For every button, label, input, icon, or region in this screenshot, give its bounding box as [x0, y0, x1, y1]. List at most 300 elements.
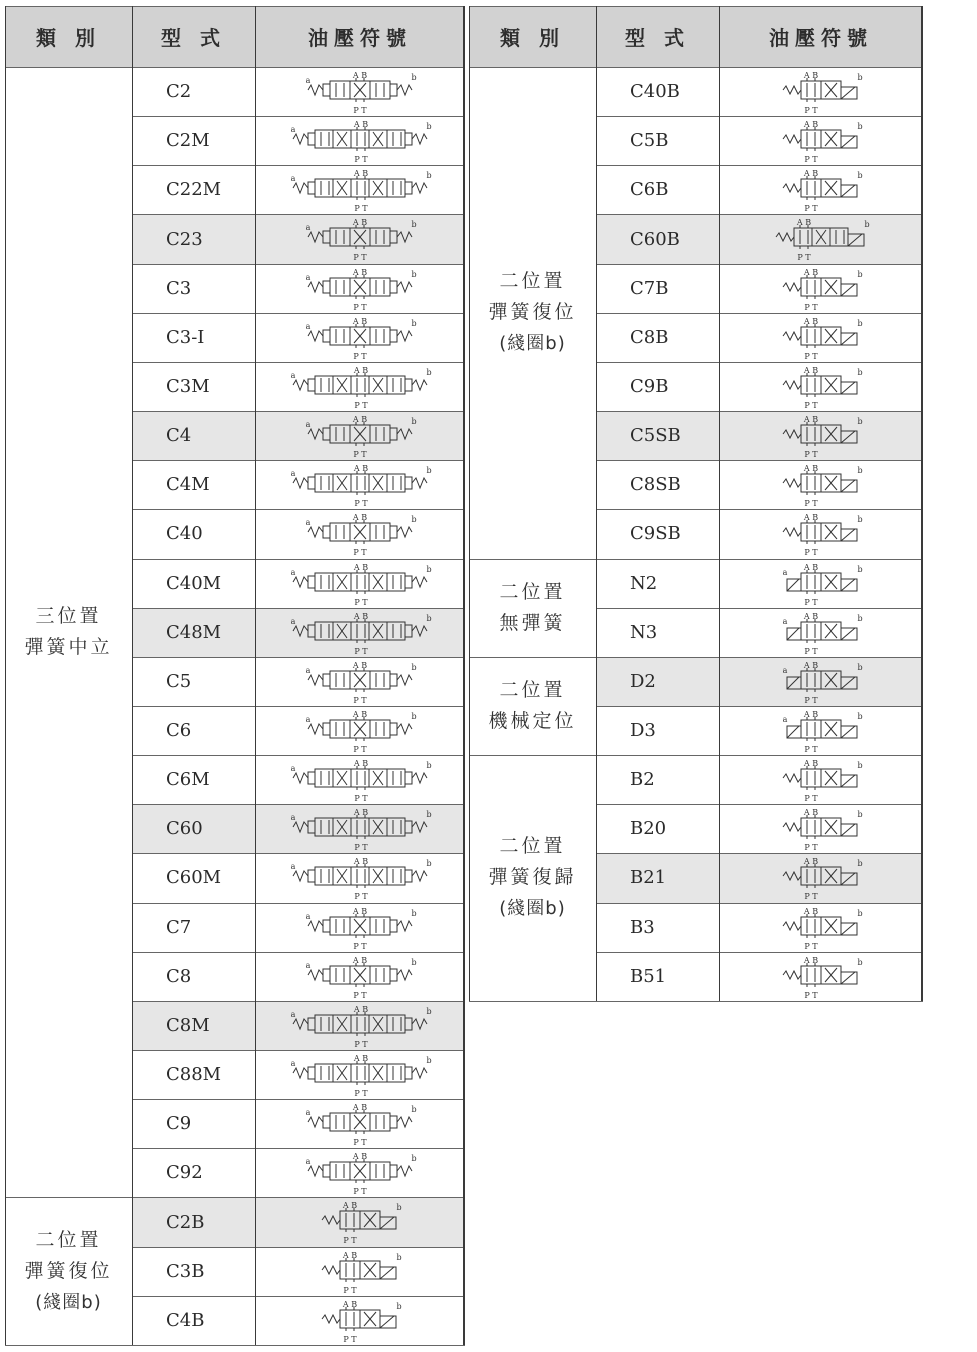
hydraulic-symbol-graphic	[285, 1102, 435, 1146]
category-label-line: (綫圈b)	[35, 1291, 102, 1313]
solenoid-a-label: a	[305, 1157, 311, 1167]
solenoid-b-label: b	[857, 761, 863, 771]
valve-symbol	[746, 316, 896, 360]
header-rule	[469, 67, 923, 68]
model-code: C8B	[630, 326, 669, 348]
port-label-ab: A B	[352, 906, 368, 916]
table-right-border	[921, 6, 923, 1001]
solenoid-a-label: a	[290, 567, 296, 577]
port-label-ab: A B	[342, 1250, 358, 1260]
port-label-ab: A B	[803, 759, 819, 769]
valve-symbol	[746, 463, 896, 507]
category-label-line: 二位置	[499, 270, 566, 293]
port-label-pt: P T	[804, 843, 818, 852]
category-label-line: 二位置	[499, 835, 566, 858]
port-label-ab: A B	[803, 808, 819, 818]
solenoid-b-label: b	[857, 417, 863, 427]
port-label-pt: P T	[354, 1039, 368, 1048]
valve-symbol	[746, 562, 896, 606]
solenoid-b-label: b	[426, 810, 432, 820]
valve-symbol	[746, 70, 896, 114]
valve-symbol	[285, 856, 435, 900]
row-rule	[132, 903, 465, 904]
group-rule	[5, 1345, 465, 1346]
valve-symbol	[285, 217, 435, 261]
port-label-pt: P T	[354, 1089, 368, 1097]
solenoid-b-label: b	[426, 613, 432, 623]
hydraulic-symbol-graphic	[746, 267, 896, 311]
category-label-line: 三位置	[35, 605, 102, 628]
valve-symbol	[285, 1004, 435, 1048]
port-label-ab: A B	[803, 464, 819, 474]
port-label-pt: P T	[354, 843, 368, 852]
column-divider	[132, 6, 133, 1345]
solenoid-b-label: b	[857, 810, 863, 820]
model-code: N2	[630, 572, 658, 594]
port-label-pt: P T	[354, 499, 368, 508]
row-rule	[132, 755, 465, 756]
solenoid-a-label: a	[305, 714, 311, 724]
solenoid-b-label: b	[857, 564, 863, 574]
header-symbol: 油壓符號	[308, 26, 412, 50]
solenoid-a-label: a	[290, 813, 296, 823]
solenoid-b-label: b	[411, 1105, 417, 1115]
port-label-pt: P T	[804, 646, 818, 655]
valve-symbol	[285, 168, 435, 212]
model-code: N3	[630, 621, 658, 643]
port-label-ab: A B	[353, 464, 369, 474]
model-code: B20	[630, 818, 667, 840]
model-code: C6	[166, 720, 192, 741]
model-code: C4M	[166, 474, 210, 496]
category-label-line: 無彈簧	[499, 611, 566, 634]
valve-symbol	[285, 70, 435, 114]
port-label-pt: P T	[354, 155, 368, 164]
solenoid-b-label: b	[411, 220, 417, 230]
header-model: 型 式	[161, 26, 226, 50]
row-rule	[596, 608, 923, 609]
hydraulic-symbol-graphic	[285, 906, 435, 950]
model-code: C8SB	[630, 474, 681, 496]
row-rule	[132, 1148, 465, 1149]
port-label-ab: A B	[803, 906, 819, 916]
port-label-pt: P T	[343, 1236, 357, 1245]
solenoid-a-label: a	[782, 665, 788, 675]
port-label-ab: A B	[352, 660, 368, 670]
hydraulic-symbol-graphic	[285, 1299, 435, 1343]
hydraulic-symbol-graphic	[746, 119, 896, 163]
solenoid-a-label: a	[305, 321, 311, 331]
hydraulic-symbol-graphic	[285, 660, 435, 704]
hydraulic-symbol-graphic	[746, 365, 896, 409]
table-right-border	[463, 6, 465, 1345]
valve-symbol	[285, 1102, 435, 1146]
model-code: C40M	[166, 572, 222, 594]
port-label-ab: A B	[353, 562, 369, 572]
solenoid-b-label: b	[857, 269, 863, 279]
category-cell	[469, 67, 596, 559]
port-label-ab: A B	[803, 709, 819, 719]
model-code: C23	[166, 228, 203, 250]
port-label-pt: P T	[797, 253, 811, 262]
solenoid-a-label: a	[305, 272, 311, 282]
model-code: C92	[166, 1162, 203, 1184]
port-label-pt: P T	[354, 204, 368, 213]
port-label-ab: A B	[353, 1004, 369, 1014]
valve-symbol	[746, 512, 896, 556]
port-label-ab: A B	[803, 857, 819, 867]
solenoid-b-label: b	[857, 859, 863, 869]
category-cell	[5, 67, 132, 1197]
header-symbol: 油壓符號	[769, 26, 873, 50]
row-rule	[132, 952, 465, 953]
model-code: C40B	[630, 81, 680, 103]
port-label-pt: P T	[804, 351, 818, 360]
solenoid-a-label: a	[290, 764, 296, 774]
port-label-ab: A B	[796, 218, 812, 228]
port-label-pt: P T	[354, 646, 368, 655]
header-category: 類 別	[36, 26, 101, 50]
row-rule	[132, 116, 465, 117]
port-label-pt: P T	[354, 892, 368, 901]
table-left-border	[5, 6, 6, 1345]
solenoid-a-label: a	[305, 960, 311, 970]
valve-symbol	[746, 955, 896, 999]
model-code: C60	[166, 818, 203, 840]
hydraulic-symbol-graphic	[746, 316, 896, 360]
solenoid-b-label: b	[857, 908, 863, 918]
solenoid-b-label: b	[426, 466, 432, 476]
solenoid-b-label: b	[411, 908, 417, 918]
model-code: C8M	[166, 1014, 210, 1036]
hydraulic-symbol-graphic	[746, 562, 896, 606]
solenoid-b-label: b	[396, 1203, 402, 1213]
port-label-pt: P T	[353, 744, 367, 753]
port-label-ab: A B	[803, 267, 819, 277]
model-code: B21	[630, 867, 667, 889]
solenoid-a-label: a	[305, 665, 311, 675]
port-label-ab: A B	[803, 955, 819, 965]
model-code: C3-I	[166, 326, 205, 348]
row-rule	[132, 1050, 465, 1051]
port-label-pt: P T	[804, 204, 818, 213]
hydraulic-symbol-graphic	[285, 70, 435, 114]
model-code: C9	[166, 1113, 192, 1135]
model-code: C8	[166, 965, 192, 987]
port-label-pt: P T	[353, 106, 367, 114]
category-label-line: 二位置	[499, 678, 566, 701]
model-code: B3	[630, 916, 655, 938]
hydraulic-symbol-graphic	[285, 463, 435, 507]
hydraulic-symbol-graphic	[746, 217, 896, 261]
port-label-ab: A B	[353, 365, 369, 375]
port-label-pt: P T	[353, 450, 367, 459]
hydraulic-symbol-graphic	[746, 955, 896, 999]
row-rule	[132, 509, 465, 510]
model-code: C60B	[630, 228, 680, 250]
row-rule	[132, 1247, 465, 1248]
hydraulic-symbol-graphic	[285, 807, 435, 851]
port-label-ab: A B	[803, 513, 819, 523]
port-label-ab: A B	[803, 71, 819, 80]
row-rule	[596, 116, 923, 117]
hydraulic-symbol-graphic	[746, 611, 896, 655]
solenoid-b-label: b	[864, 220, 870, 230]
hydraulic-symbol-graphic	[746, 463, 896, 507]
solenoid-b-label: b	[426, 1056, 432, 1065]
valve-symbol	[285, 807, 435, 851]
port-label-ab: A B	[352, 1103, 368, 1113]
row-rule	[132, 559, 465, 560]
solenoid-b-label: b	[426, 122, 432, 132]
solenoid-b-label: b	[857, 711, 863, 721]
model-code: C22M	[166, 179, 222, 201]
valve-symbol	[285, 1299, 435, 1343]
solenoid-a-label: a	[305, 76, 311, 85]
solenoid-b-label: b	[857, 367, 863, 377]
category-cell	[5, 1197, 132, 1344]
port-label-ab: A B	[353, 808, 369, 818]
solenoid-a-label: a	[305, 1108, 311, 1118]
row-rule	[596, 165, 923, 166]
port-label-ab: A B	[352, 513, 368, 523]
model-code: C7	[166, 916, 192, 938]
row-rule	[596, 706, 923, 707]
solenoid-b-label: b	[426, 859, 432, 869]
port-label-ab: A B	[353, 857, 369, 867]
row-rule	[132, 804, 465, 805]
hydraulic-symbol-graphic	[746, 758, 896, 802]
solenoid-b-label: b	[426, 761, 432, 771]
row-rule	[132, 608, 465, 609]
solenoid-a-label: a	[290, 469, 296, 479]
model-code: B51	[630, 965, 667, 987]
port-label-pt: P T	[343, 1285, 357, 1294]
model-code: C6B	[630, 179, 669, 201]
group-rule	[5, 1197, 465, 1198]
port-label-ab: A B	[803, 562, 819, 572]
valve-symbol	[285, 365, 435, 409]
category-label-line: 彈簧復位	[24, 1259, 113, 1282]
column-divider	[596, 6, 597, 1001]
model-code: C40	[166, 523, 203, 545]
valve-symbol	[746, 906, 896, 950]
port-label-pt: P T	[353, 1138, 367, 1147]
solenoid-a-label: a	[305, 420, 311, 430]
row-rule	[596, 903, 923, 904]
model-code: C2M	[166, 130, 210, 152]
row-rule	[596, 509, 923, 510]
row-rule	[132, 165, 465, 166]
category-label-line: 二位置	[499, 580, 566, 603]
hydraulic-symbol-graphic	[746, 856, 896, 900]
hydraulic-symbol-graphic	[285, 758, 435, 802]
row-rule	[596, 264, 923, 265]
row-rule	[132, 313, 465, 314]
solenoid-a-label: a	[290, 174, 296, 184]
solenoid-b-label: b	[857, 662, 863, 672]
valve-symbol	[746, 660, 896, 704]
category-cell	[469, 755, 596, 1001]
hydraulic-symbol-graphic	[746, 512, 896, 556]
port-label-pt: P T	[804, 302, 818, 311]
solenoid-a-label: a	[290, 616, 296, 626]
valve-symbol	[746, 217, 896, 261]
hydraulic-symbol-graphic	[285, 1200, 435, 1244]
row-rule	[132, 657, 465, 658]
model-code: C9SB	[630, 523, 681, 545]
port-label-ab: A B	[353, 759, 369, 769]
row-rule	[596, 952, 923, 953]
solenoid-a-label: a	[290, 125, 296, 135]
port-label-pt: P T	[804, 744, 818, 753]
solenoid-b-label: b	[411, 515, 417, 525]
left-valve-table	[5, 6, 465, 1345]
solenoid-b-label: b	[857, 957, 863, 967]
port-label-ab: A B	[353, 120, 369, 130]
solenoid-b-label: b	[396, 1301, 402, 1311]
solenoid-b-label: b	[411, 417, 417, 427]
hydraulic-symbol-graphic	[285, 1250, 435, 1294]
hydraulic-symbol-graphic	[746, 906, 896, 950]
valve-symbol	[746, 807, 896, 851]
solenoid-b-label: b	[411, 957, 417, 967]
valve-symbol	[285, 414, 435, 458]
model-code: C5	[166, 670, 192, 692]
valve-symbol	[285, 906, 435, 950]
model-code: C2B	[166, 1211, 205, 1233]
port-label-ab: A B	[803, 660, 819, 670]
row-rule	[132, 1296, 465, 1297]
port-label-pt: P T	[353, 695, 367, 704]
port-label-ab: A B	[352, 71, 368, 80]
solenoid-a-label: a	[290, 1059, 296, 1068]
port-label-pt: P T	[354, 597, 368, 606]
port-label-pt: P T	[804, 695, 818, 704]
table-left-border	[469, 6, 470, 1001]
hydraulic-symbol-graphic	[285, 512, 435, 556]
hydraulic-symbol-graphic	[746, 414, 896, 458]
valve-symbol	[746, 365, 896, 409]
valve-symbol	[285, 955, 435, 999]
hydraulic-symbol-graphic	[285, 1053, 435, 1097]
group-rule	[469, 657, 923, 658]
category-label-line: 機械定位	[488, 709, 577, 732]
port-label-ab: A B	[342, 1299, 358, 1309]
hydraulic-symbol-graphic	[285, 709, 435, 753]
solenoid-b-label: b	[411, 73, 417, 82]
solenoid-a-label: a	[305, 911, 311, 921]
valve-symbol	[746, 119, 896, 163]
port-label-ab: A B	[803, 120, 819, 130]
hydraulic-symbol-graphic	[285, 955, 435, 999]
port-label-pt: P T	[804, 450, 818, 459]
row-rule	[132, 460, 465, 461]
solenoid-b-label: b	[426, 1006, 432, 1016]
solenoid-b-label: b	[426, 367, 432, 377]
row-rule	[132, 214, 465, 215]
row-rule	[596, 804, 923, 805]
solenoid-b-label: b	[857, 122, 863, 132]
table-top-rule	[469, 6, 923, 7]
hydraulic-symbol-graphic	[285, 119, 435, 163]
category-label-line: 彈簧中立	[24, 636, 113, 659]
solenoid-a-label: a	[290, 370, 296, 380]
port-label-pt: P T	[354, 400, 368, 409]
category-label-line: 二位置	[35, 1228, 102, 1251]
valve-symbol	[285, 1250, 435, 1294]
header-model: 型 式	[625, 26, 690, 50]
valve-symbol	[746, 168, 896, 212]
solenoid-a-label: a	[290, 1009, 296, 1019]
hydraulic-symbol-graphic	[746, 709, 896, 753]
solenoid-b-label: b	[396, 1252, 402, 1262]
solenoid-b-label: b	[411, 318, 417, 328]
hydraulic-symbol-graphic	[746, 70, 896, 114]
port-label-pt: P T	[353, 1187, 367, 1196]
model-code: C7B	[630, 277, 669, 299]
model-code: C9B	[630, 375, 669, 397]
port-label-pt: P T	[354, 794, 368, 803]
row-rule	[596, 411, 923, 412]
port-label-pt: P T	[804, 155, 818, 164]
valve-symbol	[285, 119, 435, 163]
model-code: C2	[166, 81, 192, 103]
solenoid-b-label: b	[426, 171, 432, 181]
port-label-pt: P T	[353, 548, 367, 557]
category-label-line: 彈簧復位	[488, 301, 577, 324]
port-label-ab: A B	[352, 1152, 368, 1162]
port-label-pt: P T	[353, 990, 367, 999]
group-rule	[469, 755, 923, 756]
valve-symbol	[285, 758, 435, 802]
valve-symbol	[285, 1200, 435, 1244]
port-label-ab: A B	[803, 316, 819, 326]
row-rule	[596, 460, 923, 461]
model-code: C5B	[630, 130, 669, 152]
column-divider	[719, 6, 720, 1001]
port-label-ab: A B	[803, 415, 819, 425]
solenoid-b-label: b	[857, 171, 863, 181]
solenoid-a-label: a	[305, 223, 311, 233]
valve-symbol	[746, 709, 896, 753]
solenoid-b-label: b	[411, 662, 417, 672]
category-cell	[469, 559, 596, 657]
valve-symbol	[285, 562, 435, 606]
row-rule	[132, 1099, 465, 1100]
row-rule	[132, 1001, 465, 1002]
model-code: B2	[630, 769, 655, 791]
solenoid-b-label: b	[857, 613, 863, 623]
table-top-rule	[5, 6, 465, 7]
header-rule	[5, 67, 465, 68]
solenoid-a-label: a	[782, 714, 788, 724]
solenoid-a-label: a	[782, 616, 788, 626]
model-code: C4B	[166, 1309, 205, 1331]
row-rule	[132, 411, 465, 412]
valve-symbol	[746, 611, 896, 655]
port-label-pt: P T	[343, 1334, 357, 1343]
port-label-pt: P T	[804, 892, 818, 901]
port-label-ab: A B	[352, 955, 368, 965]
port-label-ab: A B	[352, 218, 368, 228]
port-label-pt: P T	[804, 499, 818, 508]
hydraulic-symbol-graphic	[285, 365, 435, 409]
valve-symbol	[285, 1053, 435, 1097]
category-cell	[469, 657, 596, 755]
model-code: C88M	[166, 1064, 222, 1086]
model-code: C3M	[166, 375, 210, 397]
